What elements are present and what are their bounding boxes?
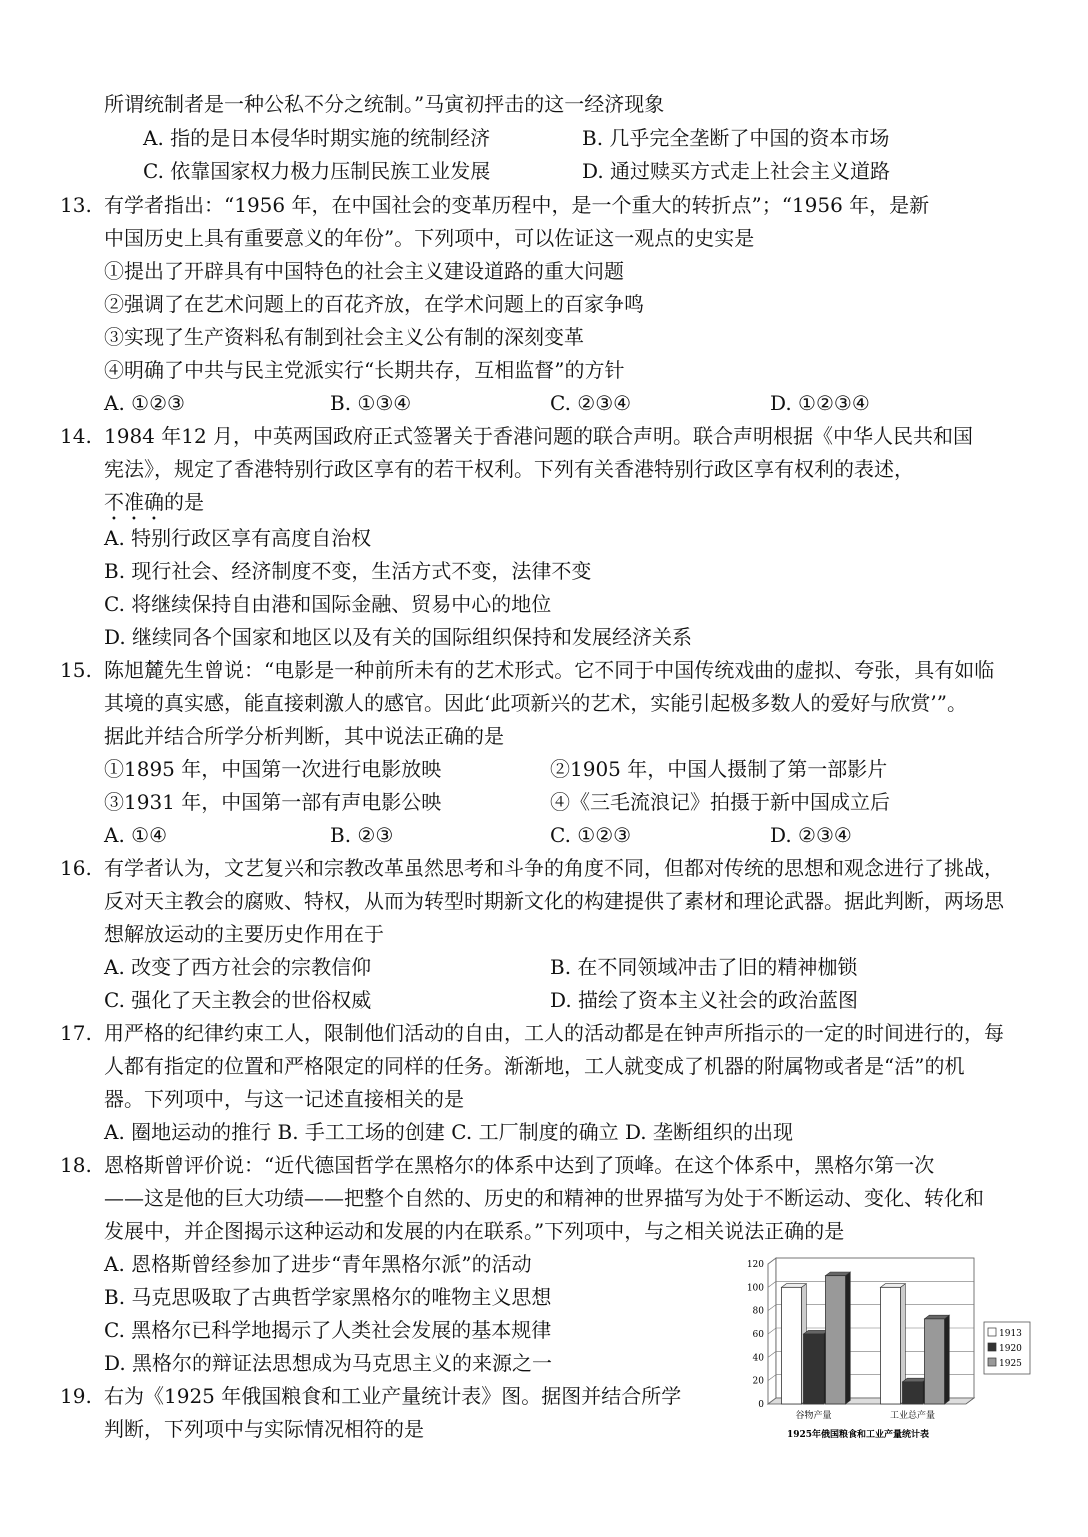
q13-item-2: ②强调了在艺术问题上的百花齐放，在学术问题上的百家争鸣 [104, 292, 644, 316]
chart-y-tick-label: 120 [746, 1260, 764, 1270]
chart-bar-front [804, 1334, 824, 1404]
q13-stem-line2: 中国历史上具有重要意义的年份”。下列项中，可以佐证这一观点的史实是 [104, 226, 755, 250]
chart-bar-top [903, 1378, 928, 1382]
q12-stem-tail: 所谓统制者是一种公私不分之统制。”马寅初抨击的这一经济现象 [104, 92, 665, 116]
chart-legend [984, 1322, 1030, 1374]
q15-option-a: A. ①④ [104, 823, 168, 847]
chart-bar-front [826, 1276, 846, 1404]
chart-bar-top [881, 1284, 906, 1288]
chart-bar-front [782, 1287, 802, 1404]
q18-number: 18. [60, 1153, 92, 1177]
q15-number: 15. [60, 658, 92, 682]
q18-option-a: A. 恩格斯曾经参加了进步“青年黑格尔派”的活动 [104, 1252, 532, 1276]
q16-option-c: C. 强化了天主教会的世俗权威 [104, 988, 372, 1012]
q16-stem-line2: 反对天主教会的腐败、特权，从而为转型时期新文化的构建提供了素材和理论武器。据此判断，两场思 [104, 889, 1004, 913]
q17-stem-line2: 人都有指定的位置和严格限定的同样的任务。渐渐地，工人就变成了机器的附属物或者是“活”的机 [104, 1054, 965, 1078]
q14-stem-line3-rest: 的是 [164, 490, 204, 514]
chart-x-tick-label: 谷物产量 [795, 1411, 832, 1421]
q17-number: 17. [60, 1021, 92, 1045]
chart-legend-label: 1913 [999, 1329, 1022, 1339]
q14-emphasis: 不准确 [104, 490, 164, 514]
chart-y-tick-label: 0 [758, 1400, 764, 1410]
q18-option-d: D. 黑格尔的辩证法思想成为马克思主义的来源之一 [104, 1351, 553, 1375]
q13-option-d: D. ①②③④ [770, 391, 870, 415]
q15-stem-line3: 据此并结合所学分析判断，其中说法正确的是 [104, 724, 504, 748]
chart-y-tick-label: 80 [752, 1306, 764, 1317]
chart-bar-top [826, 1272, 851, 1276]
q12-option-d: D. 通过赎买方式走上社会主义道路 [582, 159, 891, 183]
q18-stem-line3: 发展中，并企图揭示这种运动和发展的内在联系。”下列项中，与之相关说法正确的是 [104, 1219, 845, 1243]
chart-legend-label: 1925 [999, 1359, 1022, 1369]
grain-industry-bar-chart [738, 1252, 1038, 1442]
q15-stem-line1: 陈旭麓先生曾说：“电影是一种前所未有的艺术形式。它不同于中国传统戏曲的虚拟、夸张，具有如临 [104, 658, 995, 682]
chart-bar [804, 1330, 829, 1404]
chart-x-tick-label: 工业总产量 [889, 1411, 936, 1421]
q16-option-a: A. 改变了西方社会的宗教信仰 [104, 955, 372, 979]
q13-number: 13. [60, 193, 92, 217]
chart-title: 1925年俄国粮食和工业产量统计表 [786, 1430, 930, 1440]
q14-option-d: D. 继续同各个国家和地区以及有关的国际组织保持和发展经济关系 [104, 625, 693, 649]
chart-y-tick-label: 40 [752, 1353, 764, 1364]
q15-item-3: ③1931 年，中国第一部有声电影公映 [104, 790, 442, 814]
chart-y-tick-label: 60 [752, 1330, 764, 1340]
chart-bar-front [903, 1382, 923, 1404]
chart-bar [903, 1378, 928, 1404]
q13-stem-line1: 有学者指出：“1956 年，在中国社会的变革历程中，是一个重大的转折点”；“1956 年，是新 [104, 193, 930, 217]
chart-bar-top [925, 1315, 950, 1319]
chart-bar-front [881, 1287, 901, 1404]
q12-option-b: B. 几乎完全垄断了中国的资本市场 [582, 126, 890, 150]
q13-item-1: ①提出了开辟具有中国特色的社会主义建设道路的重大问题 [104, 259, 624, 283]
q13-item-3: ③实现了生产资料私有制到社会主义公有制的深刻变革 [104, 325, 584, 349]
chart-legend-swatch [988, 1343, 996, 1351]
q16-option-d: D. 描绘了资本主义社会的政治蓝图 [550, 988, 859, 1012]
q15-option-b: B. ②③ [330, 823, 394, 847]
q16-stem-line3: 想解放运动的主要历史作用在于 [104, 922, 384, 946]
q12-option-c: C. 依靠国家权力极力压制民族工业发展 [143, 159, 491, 183]
q18-option-c: C. 黑格尔已科学地揭示了人类社会发展的基本规律 [104, 1318, 552, 1342]
q14-option-b: B. 现行社会、经济制度不变，生活方式不变，法律不变 [104, 559, 592, 583]
chart-bar [881, 1284, 906, 1404]
q13-option-a: A. ①②③ [104, 391, 185, 415]
q14-stem-line2: 宪法》，规定了香港特别行政区享有的若干权利。下列有关香港特别行政区享有权利的表述， [104, 457, 914, 481]
q12-option-a: A. 指的是日本侵华时期实施的统制经济 [143, 126, 491, 150]
q15-item-2: ②1905 年，中国人摄制了第一部影片 [550, 757, 888, 781]
q17-options: A. 圈地运动的推行 B. 手工工场的创建 C. 工厂制度的确立 D. 垄断组织的出现 [104, 1120, 793, 1144]
q16-stem-line1: 有学者认为，文艺复兴和宗教改革虽然思考和斗争的角度不同，但都对传统的思想和观念进行了挑战， [104, 856, 1004, 880]
q16-option-b: B. 在不同领域冲击了旧的精神枷锁 [550, 955, 858, 979]
chart-legend-swatch [988, 1358, 996, 1366]
chart-bar-top [782, 1284, 807, 1288]
q13-option-c: C. ②③④ [550, 391, 632, 415]
q15-option-d: D. ②③④ [770, 823, 852, 847]
q13-item-4: ④明确了中共与民主党派实行“长期共存，互相监督”的方针 [104, 358, 625, 382]
q17-stem-line3: 器。下列项中，与这一记述直接相关的是 [104, 1087, 464, 1111]
chart-y-tick-label: 100 [746, 1283, 764, 1294]
chart-bar [826, 1272, 851, 1404]
q14-number: 14. [60, 424, 92, 448]
chart-bar-side [945, 1315, 950, 1404]
q13-option-b: B. ①③④ [330, 391, 412, 415]
q17-stem-line1: 用严格的纪律约束工人，限制他们活动的自由，工人的活动都是在钟声所指示的一定的时间进行的，每 [104, 1021, 1004, 1045]
chart-legend-label: 1920 [999, 1344, 1022, 1354]
q14-option-a: A. 特别行政区享有高度自治权 [104, 526, 372, 550]
q18-stem-line1: 恩格斯曾评价说：“近代德国哲学在黑格尔的体系中达到了顶峰。在这个体系中，黑格尔第一次 [104, 1153, 935, 1177]
q19-stem-line1: 右为《1925 年俄国粮食和工业产量统计表》图。据图并结合所学 [104, 1384, 682, 1408]
chart-legend-swatch [988, 1328, 996, 1336]
chart-y-tick-label: 20 [752, 1376, 764, 1387]
q15-stem-line2: 其境的真实感，能直接刺激人的感官。因此‘此项新兴的艺术，实能引起极多数人的爱好与欣赏’”。 [104, 691, 967, 715]
q16-number: 16. [60, 856, 92, 880]
q14-option-c: C. 将继续保持自由港和国际金融、贸易中心的地位 [104, 592, 552, 616]
q14-stem-line1: 1984 年12 月，中英两国政府正式签署关于香港问题的联合声明。联合声明根据《中华人民共和国 [104, 424, 974, 448]
chart-bar-top [804, 1330, 829, 1334]
q15-option-c: C. ①②③ [550, 823, 632, 847]
q15-item-4: ④《三毛流浪记》拍摄于新中国成立后 [550, 790, 890, 814]
q15-item-1: ①1895 年，中国第一次进行电影放映 [104, 757, 442, 781]
chart-bar [782, 1284, 807, 1404]
chart-bar [925, 1315, 950, 1404]
q19-number: 19. [60, 1384, 92, 1408]
q14-stem-line3 [104, 488, 204, 525]
chart-bar-side [846, 1272, 851, 1404]
q18-stem-line2: ——这是他的巨大功绩——把整个自然的、历史的和精神的世界描写为处于不断运动、变化、转化和 [104, 1186, 984, 1210]
chart-bar-front [925, 1319, 945, 1404]
q19-stem-line2: 判断，下列项中与实际情况相符的是 [104, 1417, 424, 1441]
q18-option-b: B. 马克思吸取了古典哲学家黑格尔的唯物主义思想 [104, 1285, 552, 1309]
